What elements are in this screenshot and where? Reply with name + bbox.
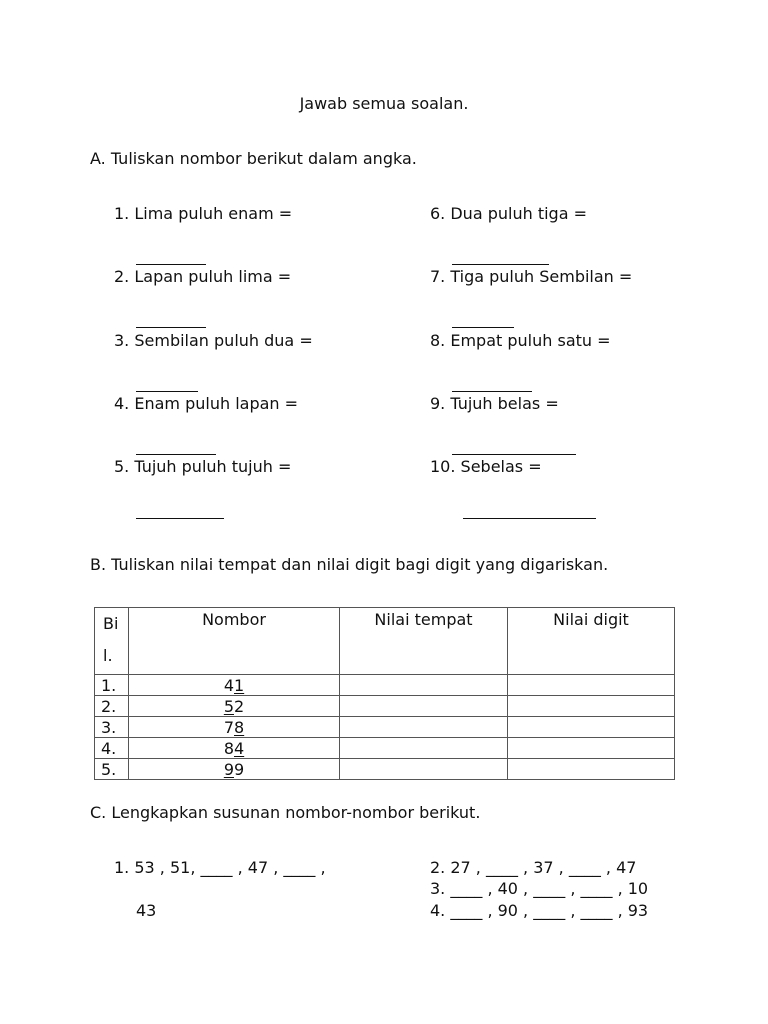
header-nombor: Nombor <box>129 608 340 675</box>
question-a1: 1. Lima puluh enam = <box>114 204 293 223</box>
question-a4: 4. Enam puluh lapan = <box>114 394 299 413</box>
question-c3: 3. ____ , 40 , ____ , ____ , 10 <box>430 879 649 898</box>
row-nilai-tempat-cell[interactable] <box>340 759 508 780</box>
row-nilai-digit-cell[interactable] <box>508 738 675 759</box>
header-nilai-digit: Nilai digit <box>508 608 675 675</box>
digit-underlined: 1 <box>234 675 245 695</box>
row-bil: 3. <box>95 717 129 738</box>
row-bil: 4. <box>95 738 129 759</box>
question-c4: 4. ____ , 90 , ____ , ____ , 93 <box>430 901 649 920</box>
question-a5: 5. Tujuh puluh tujuh = <box>114 457 292 476</box>
row-nombor <box>129 717 340 738</box>
question-a3: 3. Sembilan puluh dua = <box>114 331 313 350</box>
answer-line-a1[interactable] <box>136 264 206 265</box>
answer-line-a9[interactable] <box>452 454 576 455</box>
digit-plain: 7 <box>223 717 234 737</box>
row-bil: 1. <box>95 675 129 696</box>
answer-line-a6[interactable] <box>452 264 549 265</box>
row-nombor <box>129 738 340 759</box>
answer-line-a5[interactable] <box>136 518 224 519</box>
section-b-heading: B. Tuliskan nilai tempat dan nilai digit bagi digit yang digariskan. <box>90 555 609 574</box>
header-nilai-tempat: Nilai tempat <box>340 608 508 675</box>
row-nilai-tempat-cell[interactable] <box>340 696 508 717</box>
question-a10: 10. Sebelas = <box>430 457 542 476</box>
answer-line-a4[interactable] <box>136 454 216 455</box>
question-a6: 6. Dua puluh tiga = <box>430 204 587 223</box>
row-nombor <box>129 759 340 780</box>
question-c1-line1: 1. 53 , 51, ____ , 47 , ____ , <box>114 858 326 877</box>
row-nilai-tempat-cell[interactable] <box>340 675 508 696</box>
row-nilai-digit-cell[interactable] <box>508 759 675 780</box>
table-row <box>95 696 675 717</box>
row-nombor <box>129 675 340 696</box>
table-header-row <box>95 608 675 675</box>
table-row <box>95 759 675 780</box>
answer-line-a8[interactable] <box>452 391 532 392</box>
answer-line-a7[interactable] <box>452 327 514 328</box>
answer-line-a10[interactable] <box>463 518 596 519</box>
digit-plain: 4 <box>223 675 234 695</box>
row-nilai-digit-cell[interactable] <box>508 696 675 717</box>
digit-underlined: 4 <box>234 738 245 758</box>
table-row <box>95 738 675 759</box>
answer-line-a2[interactable] <box>136 327 206 328</box>
header-bil-line2: l. <box>103 646 113 665</box>
question-a8: 8. Empat puluh satu = <box>430 331 611 350</box>
row-nilai-tempat-cell[interactable] <box>340 738 508 759</box>
section-c-heading: C. Lengkapkan susunan nombor-nombor berikut. <box>90 803 481 822</box>
table-row <box>95 675 675 696</box>
answer-line-a3[interactable] <box>136 391 198 392</box>
row-bil: 2. <box>95 696 129 717</box>
question-a2: 2. Lapan puluh lima = <box>114 267 292 286</box>
row-nilai-digit-cell[interactable] <box>508 675 675 696</box>
row-nilai-digit-cell[interactable] <box>508 717 675 738</box>
header-bil <box>95 608 129 675</box>
row-nombor <box>129 696 340 717</box>
digit-underlined: 9 <box>223 759 234 779</box>
section-a-heading: A. Tuliskan nombor berikut dalam angka. <box>90 149 417 168</box>
worksheet-title: Jawab semua soalan. <box>299 94 469 113</box>
digit-plain: 9 <box>234 759 245 779</box>
row-nilai-tempat-cell[interactable] <box>340 717 508 738</box>
table-row <box>95 717 675 738</box>
digit-plain: 8 <box>223 738 234 758</box>
row-bil: 5. <box>95 759 129 780</box>
question-c1-line2: 43 <box>136 901 157 920</box>
question-a7: 7. Tiga puluh Sembilan = <box>430 267 633 286</box>
question-c2: 2. 27 , ____ , 37 , ____ , 47 <box>430 858 637 877</box>
header-bil-line1: Bi <box>103 614 119 633</box>
digit-plain: 2 <box>234 696 245 716</box>
place-value-table <box>94 607 675 780</box>
question-a9: 9. Tujuh belas = <box>430 394 559 413</box>
digit-underlined: 8 <box>234 717 245 737</box>
digit-underlined: 5 <box>223 696 234 716</box>
